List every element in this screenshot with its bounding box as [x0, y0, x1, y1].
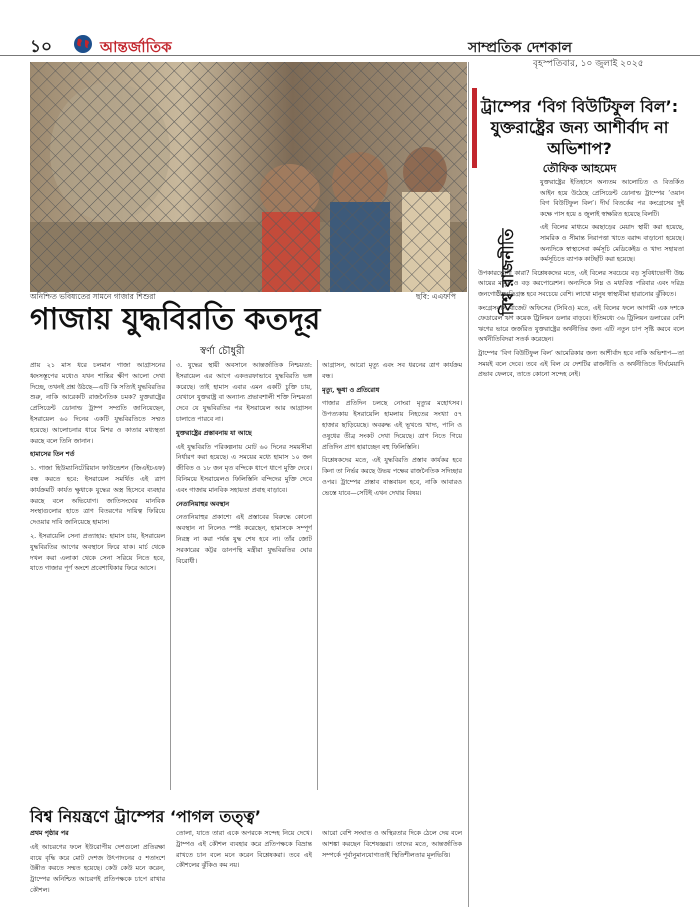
sidebar-body — [478, 178, 684, 906]
paragraph: উপকারভোগী কারা? বিশ্লেষকদের মতে, এই বিলের সবচেয়ে বড় সুবিধাভোগী উচ্চ আয়ের মানুষ ও বড় করপোরেশন। অন্যদিকে নিম্ন ও মধ্যবিত্ত পরিবার এবং দরিদ্র জনগোষ্ঠী ক্ষতিগ্রস্ত হবে সবচেয়ে বেশি। লাখো মানুষ স্বাস্থ্যবীমা হারানোর ঝুঁকিতে। — [478, 269, 684, 298]
paragraph: ১. গাজা হিউম্যানিটেরিয়ান ফাউন্ডেশন (জিএইচএফ) বন্ধ করতে হবে: ইসরায়েল সমর্থিত এই ত্রাণ কার্যক্রমটি কার্যত ক্ষুধাকে যুদ্ধের অস্ত্র হিসেবে ব্যবহার করছে বলে অভিযোগ। জাতিসংঘের মানবিক সংস্থাগুলোর হাতে ত্রাণ বিতরণের দায়িত্ব ফিরিয়ে দেওয়ার দাবি জানিয়েছে হামাস। — [30, 464, 165, 527]
subheading: যুক্তরাষ্ট্রের প্রস্তাবনায় যা আছে — [176, 428, 252, 437]
sidebar-title: ট্রাম্পের ‘বিগ বিউটিফুল বিল’: যুক্তরাষ্ট্রের জন্য আশীর্বাদ না অভিশাপ? — [480, 97, 679, 158]
story-column-3 — [322, 360, 462, 790]
paragraph: আরো বেশি সংঘাত ও অস্থিরতার দিকে ঠেলে দেয় বলে আশঙ্কা করছেন বিশেষজ্ঞরা। তাদের মতে, আন্তর্জাতিক সম্পর্কে পূর্বানুমানযোগ্যতাই স্থিতিশীলতার মূলভিত্তি। — [322, 829, 462, 859]
bottom-column-3 — [322, 828, 462, 906]
paragraph: গাজার প্রতিদিন চলছে নোংরা মৃত্যুর মহোৎসব। উপত্যকায় ইসরায়েলি হামলায় নিহতের সংখ্যা ৫৭ হাজার ছাড়িয়েছে। অবরুদ্ধ এই ভূখণ্ডে খাদ্য, পানি ও ওষুধের তীব্র সংকট দেখা দিয়েছে। ত্রাণ নিতে গিয়ে প্রতিদিন প্রাণ হারাচ্ছেন বহু ফিলিস্তিনি। — [322, 399, 462, 451]
section-title: আন্তর্জাতিক — [100, 38, 172, 56]
subheading: নেতানিয়াহুর অবস্থান — [176, 499, 230, 508]
subheading: হামাসের তিন শর্ত — [30, 450, 75, 459]
paragraph: প্রায় ২১ মাস ধরে চলমান গাজা আগ্রাসনের ধ্বংসস্তূপের মধ্যেও যখন শান্তির ক্ষীণ আলো দেখা দিচ্ছে, তখনই প্রশ্ন উঠছে—এটি কি সত্যিই যুদ্ধবিরতির শুরু, নাকি আরেকটি রাজনৈতিক চমক? যুক্তরাষ্ট্রের প্রেসিডেন্ট ডোনাল্ড ট্রাম্প সম্প্রতি জানিয়েছেন, ইসরায়েল ৬০ দিনের একটি যুদ্ধবিরতিতে সম্মত হয়েছে। আলোচনার ধারে মিশর ও কাতার মধ্যস্থতা করছে বলে তিনি জানান। — [30, 361, 165, 445]
subheading: মৃত্যু, ক্ষুধা ও প্রতিরোধ — [322, 385, 380, 394]
main-headline: গাজায় যুদ্ধবিরতি কতদূর — [30, 302, 321, 337]
paragraph: নেতানিয়াহুর প্রকাশ্যে এই প্রস্তাবের বিরুদ্ধে কোনো অবস্থান না নিলেও স্পষ্ট করেছেন, হামাসকে সম্পূর্ণ নিরস্ত্র না করা পর্যন্ত যুদ্ধ শেষ হবে না। তাঁর জোট সরকারের কট্টর ডানপন্থি মন্ত্রীরা যুদ্ধবিরতির ঘোর বিরোধী। — [176, 513, 312, 565]
paragraph: ২. ইসরায়েলি সেনা প্রত্যাহার: হামাস চায়, ইসরায়েল যুদ্ধবিরতির আগের অবস্থানে ফিরে যাক। মার্চ থেকে দখল করা এলাকা থেকে সেনা সরিয়ে নিতে হবে, যাতে গাজার পূর্ণ অংশে প্রবেশাধিকার ফিরে আসে। — [30, 531, 165, 573]
bottom-column-2 — [176, 828, 312, 906]
byline: স্বর্ণা চৌধুরী — [200, 346, 245, 357]
issue-date: বৃহস্পতিবার, ১০ জুলাই ২০২৫ — [533, 59, 644, 69]
globe-icon — [72, 34, 94, 54]
main-photo — [30, 62, 467, 292]
story-column-2 — [176, 360, 312, 790]
sidebar-author: তৌফিক আহমেদ — [542, 162, 617, 175]
newspaper-name: সাম্প্রতিক দেশকাল — [468, 40, 572, 56]
photo-credit: ছবি: এএফপি — [416, 292, 456, 301]
stamp-text: বিশ্ব রাজনীতি — [498, 228, 517, 316]
bottom-headline: বিশ্ব নিয়ন্ত্রণে ট্রাম্পের ‘পাগল তত্ত্ব’ — [30, 807, 261, 826]
paragraph: এই আচরণের ফলে ইউরোপীয় দেশগুলো প্রতিরক্ষা ব্যয়ে বৃদ্ধি করে মোট দেশজ উৎপাদনের ৫ শতাংশে উন্নীত করতে সম্মত হয়েছে। কেউ কেউ মনে করেন, ট্রাম্পের অনিশ্চিত আচরণই প্রতিপক্ষকে চাপে রাখার কৌশল। — [30, 842, 165, 894]
paragraph: আগ্রাসন, আরো মৃত্যু এবং সব ধরনের ত্রাণ কার্যক্রম বন্ধ। — [322, 361, 462, 380]
paragraph: কংগ্রেসনাল বাজেট অফিসের (সিবিও) মতে, এই বিলের ফলে আগামী এক দশকে ফেডারেল ঋণ কয়েক ট্রিলিয়ন ডলার বাড়বে। ইতিমধ্যে ৩৬ ট্রিলিয়ন ডলারের বেশি ঋণের ভারে জর্জরিত যুক্তরাষ্ট্রের অর্থনীতির জন্য এটি নতুন চাপ সৃষ্টি করবে বলে অর্থনীতিবিদরা সতর্ক করেছেন। — [478, 304, 684, 344]
paragraph: যুক্তরাষ্ট্রের ইতিহাসে অন্যতম আলোচিত ও বিতর্কিত আইন হয়ে উঠেছে প্রেসিডেন্ট ডোনাল্ড ট্রাম্পের ‘ওয়ান বিগ বিউটিফুল বিল’। দীর্ঘ বিতর্কের পর কংগ্রেসের দুই কক্ষে পাস হয়ে ৪ জুলাই স্বাক্ষরিত হয়েছে বিলটি। — [540, 179, 684, 218]
paragraph: এই যুদ্ধবিরতি পরিকল্পনায় মোট ৬০ দিনের সময়সীমা নির্ধারণ করা হয়েছে। এ সময়ের মধ্যে হামাস ১০ জন জীবিত ও ১৮ জন মৃত বন্দিকে ধাপে ধাপে মুক্তি দেবে। বিনিময়ে ইসরায়েলও ফিলিস্তিনি বন্দিদের মুক্তি দেবে এবং গাজায় মানবিক সহায়তা প্রবাহ বাড়াবে। — [176, 442, 312, 494]
continuation-label: প্রথম পৃষ্ঠার পর — [30, 829, 69, 837]
paragraph: ট্রাম্পের ‘বিগ বিউটিফুল বিল’ আমেরিকার জন্য আশীর্বাদ হবে নাকি অভিশাপ—তা সময়ই বলে দেবে। তবে এই বিল যে দেশটির রাজনীতি ও অর্থনীতিতে দীর্ঘমেয়াদি প্রভাব ফেলবে, তাতে কোনো সন্দেহ নেই। — [478, 349, 684, 379]
page-number: ১০ — [30, 37, 53, 57]
story-column-1 — [30, 360, 165, 790]
paragraph: ৩. যুদ্ধের স্থায়ী অবসানে আন্তর্জাতিক নিশ্চয়তা: ইসরায়েল এর আগে একতরফাভাবে যুদ্ধবিরতি ভঙ্গ করেছে। তাই হামাস এবার এমন একটি চুক্তি চায়, যেখানে যুক্তরাষ্ট্র বা অন্যান্য প্রভাবশালী শক্তি নিশ্চয়তা দেবে যে যুদ্ধবিরতির পর ইসরায়েল আর আগ্রাসন চালাতে পারবে না। — [176, 361, 312, 423]
bottom-column-1 — [30, 828, 165, 906]
column-divider — [170, 360, 171, 790]
page-header — [0, 0, 700, 69]
sidebar-divider — [468, 62, 469, 907]
photo-children-fence — [30, 62, 467, 292]
paragraph: বিশ্লেষকদের মতে, এই যুদ্ধবিরতি প্রস্তাব কার্যকর হবে কিনা তা নির্ভর করছে উভয় পক্ষের রাজনৈতিক সদিচ্ছার ওপর। ট্রাম্পের প্রস্তাব বাস্তবায়ন হবে, নাকি আবারও ভেস্তে যাবে—সেটিই এখন দেখার বিষয়। — [322, 456, 462, 497]
column-divider — [317, 360, 318, 790]
paragraph: তোলা, যাতে তারা একে অপরকে সন্দেহ নিয়ে দেখে। ট্রাম্পও এই কৌশল ব্যবহার করে প্রতিপক্ষকে বিভ্রান্ত রাখতে চান বলে মনে করেন বিশ্লেষকরা। তবে এই কৌশলের ঝুঁকিও কম নয়। — [176, 829, 312, 870]
paragraph: এই বিলের মাধ্যমে করছাড়ের মেয়াদ স্থায়ী করা হয়েছে, সামরিক ও সীমান্ত নিরাপত্তা খাতে বরাদ্দ বাড়ানো হয়েছে। অন্যদিকে স্বাস্থ্যসেবা কর্মসূচি মেডিকেইড ও খাদ্য সহায়তা কর্মসূচিতে ব্যাপক কাটছাঁট করা হয়েছে। — [540, 224, 684, 264]
photo-caption: অনিশ্চিত ভবিষ্যতের সামনে গাজার শিশুরা — [30, 292, 156, 301]
